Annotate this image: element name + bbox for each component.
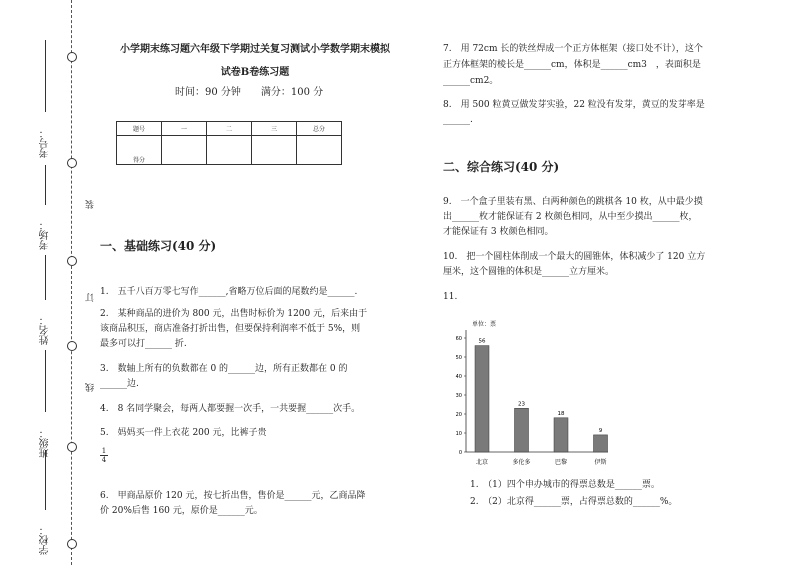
exam-room-line [45, 165, 46, 205]
score-cell[interactable] [162, 136, 207, 165]
chart-y-tick-label: 60 [455, 336, 462, 342]
question-2-line3: 最多可以打______ 折. [100, 339, 187, 349]
chart-y-tick-label: 30 [455, 393, 462, 399]
cut-char: 线 [86, 383, 96, 392]
score-cell[interactable] [207, 136, 252, 165]
chart-category-label: 多伦多 [512, 459, 531, 466]
chart-data-label: 23 [518, 401, 525, 408]
name-line [45, 255, 46, 300]
question-5: 5. 妈妈买一件上衣花 200 元，比裤子贵 [100, 428, 267, 438]
binding-hole [67, 256, 77, 266]
binding-hole [67, 442, 77, 452]
vote-bar-chart [440, 312, 610, 472]
binding-hole [67, 341, 77, 351]
sub-question-1: 1. （1）四个申办城市的得票总数是______票。 [470, 480, 660, 490]
score-header: 一 [162, 122, 207, 136]
chart-ylabel: 单位：票 [472, 321, 497, 328]
score-header: 三 [252, 122, 297, 136]
binding-hole [67, 158, 77, 168]
class-label: 班级： [40, 428, 51, 458]
chart-y-tick-label: 50 [455, 355, 462, 361]
score-row-label: 得分 [117, 136, 162, 165]
page-title-line2: 试卷B卷练习题 [220, 67, 290, 78]
fraction-numerator: 1 [101, 447, 107, 455]
question-9-line1: 9. 一个盒子里装有黑、白两种颜色的跳棋各 10 枚，从中最少摸 [443, 197, 703, 207]
question-1: 1. 五千八百万零七写作______,省略万位后面的尾数约是______. [100, 287, 358, 297]
exam-number-line [45, 40, 46, 112]
question-9-line2: 出______枚才能保证有 2 枚颜色相同，从中至少摸出______枚， [443, 212, 698, 222]
chart-data-label: 9 [598, 427, 603, 434]
chart-category-label: 巴黎 [554, 459, 568, 466]
question-10-line2: 厘米，这个圆锥的体积是______立方厘米。 [443, 267, 615, 277]
fraction-denominator: 4 [101, 456, 107, 464]
question-10-line1: 10. 把一个圆柱体削成一个最大的圆锥体，体积减少了 120 立方 [443, 252, 706, 262]
sub-question-2: 2. （2）北京得______票，占得票总数的______%。 [470, 497, 678, 507]
chart-y-tick-label: 20 [455, 412, 462, 418]
chart-data-label: 18 [557, 410, 565, 417]
page-title-line1: 小学期末练习题六年级下学期过关复习测试小学数学期末模拟 [120, 44, 390, 55]
time-info: 时间：90 分钟 满分：100 分 [175, 87, 324, 98]
chart-bar [594, 435, 608, 452]
question-3-line1: 3. 数轴上所有的负数都在 0 的______边，所有正数都在 0 的 [100, 364, 348, 374]
question-8-line1: 8. 用 500 粒黄豆做发芽实验，22 粒没有发芽，黄豆的发芽率是 [443, 100, 705, 110]
question-5-fraction [100, 447, 108, 464]
score-header: 题号 [117, 122, 162, 136]
question-11-label: 11. [443, 292, 458, 302]
cut-char: 装 [86, 200, 96, 209]
school-line [45, 450, 46, 510]
binding-hole [67, 52, 77, 62]
question-7-line1: 7. 用 72cm 长的铁丝焊成一个正方体框架（接口处不计），这个 [443, 44, 703, 54]
question-2-line1: 2. 某种商品的进价为 800 元，出售时标价为 1200 元，后来由于 [100, 309, 368, 319]
question-3-line2: ______边. [100, 379, 139, 389]
name-label: 姓名： [40, 315, 51, 345]
score-header: 二 [207, 122, 252, 136]
exam-number-label: 考号： [40, 128, 51, 158]
question-6-line2: 价 20%后售 160 元，原价是______元。 [100, 506, 263, 516]
section2-title: 二、综合练习(40 分) [443, 160, 560, 174]
score-cell[interactable] [252, 136, 297, 165]
class-line [45, 350, 46, 412]
chart-category-label: 伊斯 [594, 459, 607, 466]
school-label: 学校： [40, 525, 51, 555]
chart-y-tick-label: 40 [455, 374, 462, 380]
binding-hole [67, 539, 77, 549]
chart-bar [475, 346, 489, 452]
chart-bar [554, 418, 568, 452]
cut-char: 订 [86, 293, 96, 302]
score-cell[interactable] [297, 136, 342, 165]
question-7-line3: ______cm2。 [443, 76, 499, 86]
chart-data-label: 56 [478, 338, 486, 345]
question-4: 4. 8 名同学聚会，每两人都要握一次手，一共要握______次手。 [100, 404, 361, 414]
question-9-line3: 才能保证有 3 枚颜色相同。 [443, 227, 554, 237]
question-2-line2: 该商品积压，商店准备打折出售，但要保持利润率不低于 5%，则 [100, 324, 361, 334]
chart-y-tick-label: 0 [458, 450, 462, 456]
chart-y-tick-label: 10 [455, 431, 462, 437]
chart-category-label: 北京 [475, 459, 489, 466]
chart-bar [515, 408, 529, 452]
section1-title: 一、基础练习(40 分) [100, 239, 217, 253]
score-header: 总分 [297, 122, 342, 136]
exam-room-label: 考场： [40, 220, 51, 250]
binding-line [71, 0, 72, 565]
question-7-line2: 正方体框架的棱长是______cm，体积是______cm3 ，表面积是 [443, 60, 701, 70]
score-table [116, 121, 342, 165]
question-6-line1: 6. 甲商品原价 120 元，按七折出售，售价是______元，乙商品降 [100, 491, 366, 501]
question-8-line2: ______. [443, 115, 473, 125]
